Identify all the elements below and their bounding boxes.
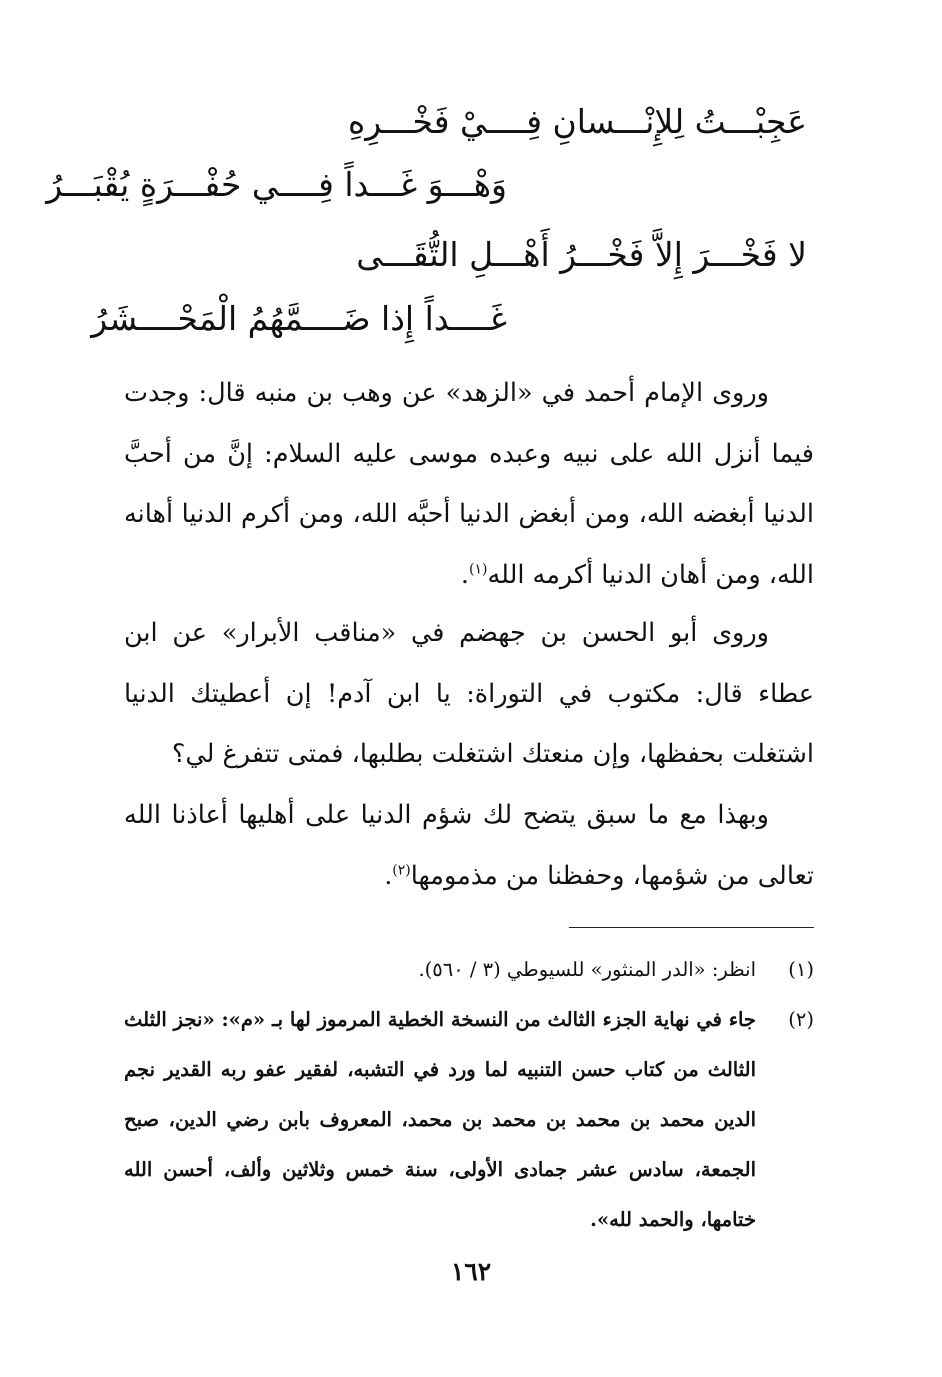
poem-verse-4: غَــــداً إِذا ضَــــمَّهُمُ الْمَحْــــشَرُ	[91, 299, 507, 338]
paragraph-1-text: وروى الإمام أحمد في «الزهد» عن وهب بن منبه قال: وجدت فيما أنزل الله على نبيه وعبده موسى عليه السلام: إنَّ من أحبَّ الدنيا أبغضه الله، ومن أبغض الدنيا أحبَّه الله، ومن أكرم الدنيا أهانه الله، ومن أهان الدنيا أكرمه الله	[124, 378, 814, 590]
footnotes	[124, 945, 814, 1245]
footnote-1-number: (١)	[788, 958, 814, 981]
footnote-2-number: (٢)	[788, 1008, 814, 1031]
paragraph-3-tail: .	[384, 860, 393, 891]
poem-verse-3: لا فَخْـــرَ إِلاَّ فَخْـــرُ أَهْـــلِ التُّقَـــى	[356, 235, 807, 274]
footnote-1	[124, 945, 814, 995]
paragraph-3	[124, 785, 814, 906]
paragraph-3-text: وبهذا مع ما سبق يتضح لك شؤم الدنيا على أهليها أعاذنا الله تعالى من شؤمها، وحفظنا من مذمومها	[124, 800, 814, 891]
poem-verse-2: وَهْـــوَ غَـــداً فِــــي حُفْـــرَةٍ يُقْبَـــرُ	[46, 165, 507, 204]
paragraph-2-text: وروى أبو الحسن بن جهضم في «مناقب الأبرار» عن ابن عطاء قال: مكتوب في التوراة: يا ابن آدم! إن أعطيتك الدنيا اشتغلت بحفظها، وإن منعتك اشتغلت بطلبها، فمتى تتفرغ لي؟	[124, 618, 814, 769]
poem-verse-1: عَجِبْـــتُ لِلإِنْـــسانِ فِــــيْ فَخْـــرِهِ	[347, 102, 807, 141]
footnote-ref-1[interactable]: (١)	[468, 561, 488, 577]
paragraph-1	[124, 363, 814, 605]
footnote-divider	[569, 927, 814, 928]
footnote-1-text: انظر: «الدر المنثور» للسيوطي (٣ / ٥٦٠).	[418, 958, 756, 981]
footnote-2	[124, 995, 814, 1245]
paragraph-2	[124, 603, 814, 785]
page-number: ١٦٢	[450, 1257, 492, 1286]
footnote-2-text: جاء في نهاية الجزء الثالث من النسخة الخطية المرموز لها بـ «م»: «نجز الثلث الثالث من كتاب حسن التنبيه لما ورد في التشبه، لفقير عفو ربه القدير نجم الدين محمد بن محمد بن محمد بن محمد، المعروف بابن رضي الدين، صبح الجمعة، سادس عشر جمادى الأولى، سنة خمس وثلاثين وألف، أحسن الله ختامها، والحمد لله».	[124, 1008, 756, 1231]
paragraph-1-tail: .	[460, 559, 469, 590]
footnote-ref-2[interactable]: (٢)	[392, 862, 411, 878]
